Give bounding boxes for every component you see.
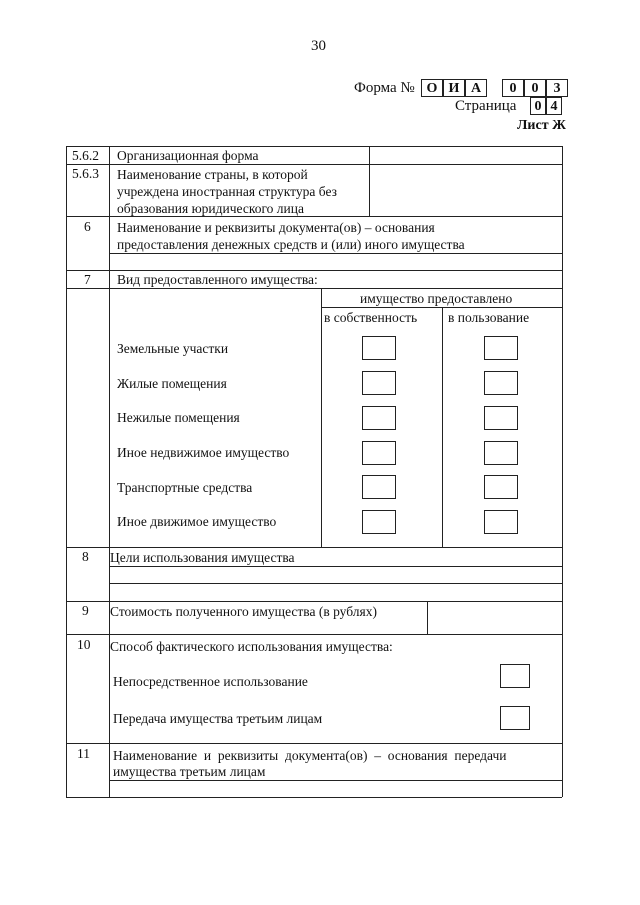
- field-label: имущества третьим лицам: [113, 764, 266, 779]
- checkbox-own[interactable]: [362, 441, 396, 465]
- checkbox-own[interactable]: [362, 475, 396, 499]
- row-number: 7: [84, 272, 91, 287]
- form-number-label: Форма №: [354, 80, 415, 96]
- checkbox-direct-use[interactable]: [500, 664, 530, 688]
- form-code-cell: 3: [546, 79, 568, 97]
- checkbox-own[interactable]: [362, 406, 396, 430]
- field-label: образования юридического лица: [117, 201, 304, 216]
- field-label: Наименование страны, в которой: [117, 167, 308, 182]
- table-border-bottom: [66, 797, 562, 798]
- value-field[interactable]: [110, 254, 561, 269]
- field-label: Вид предоставленного имущества:: [117, 272, 318, 287]
- row-number: 5.6.2: [72, 148, 99, 163]
- value-field[interactable]: [370, 147, 561, 164]
- field-label: Наименование и реквизиты документа(ов) – основания передачи: [113, 748, 507, 763]
- checkbox-use[interactable]: [484, 371, 518, 395]
- value-field[interactable]: [110, 781, 561, 796]
- column-header-own: в собственность: [324, 310, 418, 325]
- page-code-cell: 4: [546, 97, 562, 115]
- value-field[interactable]: [110, 567, 561, 582]
- form-code-cell: 0: [502, 79, 524, 97]
- checkbox-own[interactable]: [362, 336, 396, 360]
- field-line: [109, 583, 562, 584]
- checkbox-use[interactable]: [484, 406, 518, 430]
- checkbox-use[interactable]: [484, 441, 518, 465]
- usage-item-label: Передача имущества третьим лицам: [113, 711, 323, 726]
- table-border-left: [66, 146, 67, 797]
- field-label: предоставления денежных средств и (или) иного имущества: [117, 237, 465, 252]
- field-label: Цели использования имущества: [110, 550, 295, 565]
- property-item-label: Нежилые помещения: [117, 410, 240, 425]
- value-field[interactable]: [428, 602, 561, 633]
- property-item-label: Иное движимое имущество: [117, 514, 277, 529]
- row-separator: [66, 547, 562, 548]
- row-number: 6: [84, 219, 91, 234]
- row-number: 11: [77, 746, 90, 761]
- form-code-cell: И: [443, 79, 465, 97]
- col-divider: [321, 288, 322, 547]
- value-field[interactable]: [370, 165, 561, 215]
- checkbox-use[interactable]: [484, 475, 518, 499]
- row-number: 8: [82, 549, 89, 564]
- page-number: 30: [311, 38, 326, 54]
- page-label: Страница: [455, 98, 517, 114]
- usage-item-label: Непосредственное использование: [113, 674, 308, 689]
- page-code-cell: 0: [530, 97, 546, 115]
- row-separator: [66, 288, 562, 289]
- column-header-use: в пользование: [448, 310, 530, 325]
- form-code-cell: О: [421, 79, 443, 97]
- checkbox-transfer[interactable]: [500, 706, 530, 730]
- col-divider: [442, 307, 443, 547]
- form-code-cell: А: [465, 79, 487, 97]
- field-label: Стоимость полученного имущества (в рублях): [110, 604, 377, 619]
- field-label: Организационная форма: [117, 148, 259, 163]
- row-separator: [66, 634, 562, 635]
- field-label: Наименование и реквизиты документа(ов) – основания: [117, 220, 435, 235]
- field-label: учреждена иностранная структура без: [117, 184, 337, 199]
- table-border-right: [562, 146, 563, 797]
- row-separator: [66, 743, 562, 744]
- property-item-label: Транспортные средства: [117, 480, 253, 495]
- sheet-label: Лист Ж: [517, 118, 566, 133]
- form-code-cell: 0: [524, 79, 546, 97]
- property-item-label: Земельные участки: [117, 341, 229, 356]
- field-label: Способ фактического использования имущества:: [110, 639, 393, 654]
- row-number: 9: [82, 603, 89, 618]
- checkbox-use[interactable]: [484, 336, 518, 360]
- checkbox-use[interactable]: [484, 510, 518, 534]
- property-item-label: Иное недвижимое имущество: [117, 445, 290, 460]
- row-number: 10: [77, 637, 91, 652]
- group-header: имущество предоставлено: [360, 291, 513, 306]
- checkbox-own[interactable]: [362, 510, 396, 534]
- checkbox-own[interactable]: [362, 371, 396, 395]
- property-item-label: Жилые помещения: [117, 376, 227, 391]
- row-number: 5.6.3: [72, 166, 99, 181]
- num-column-divider: [109, 146, 110, 797]
